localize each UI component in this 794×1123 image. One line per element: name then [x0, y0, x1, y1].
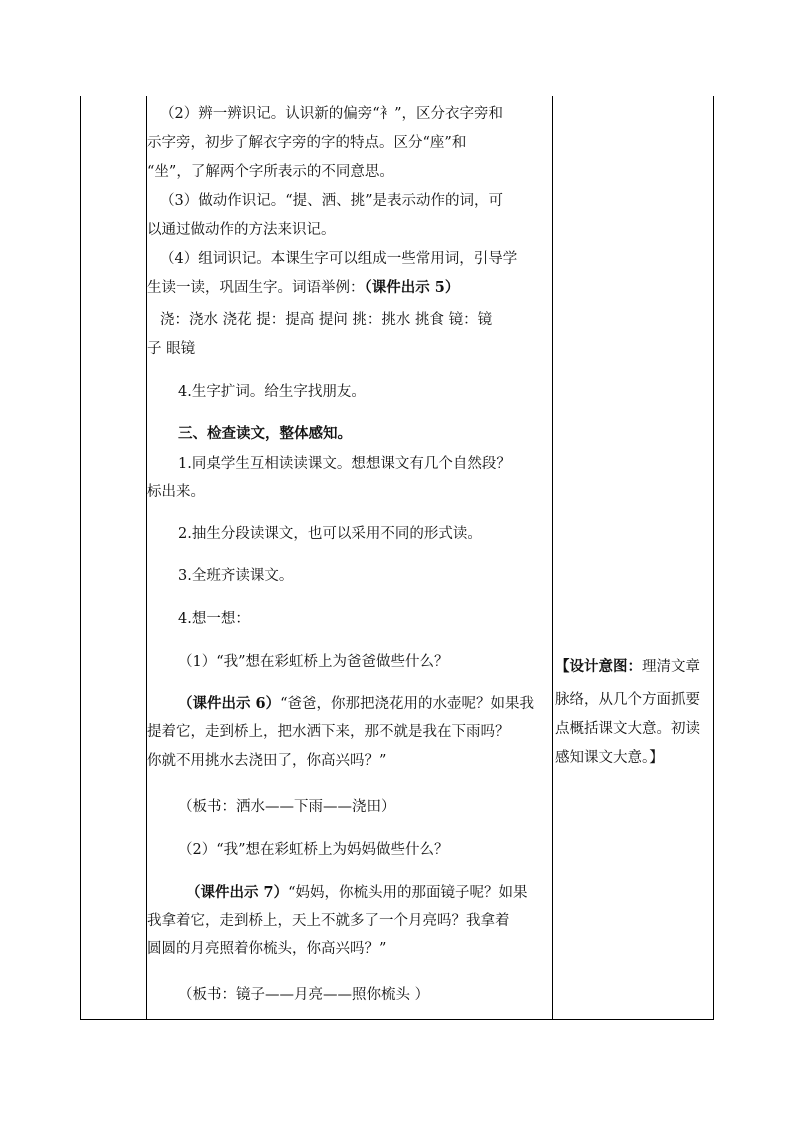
item4-line1: （4）组词识记。本课生字可以组成一些常用词，引导学	[160, 251, 518, 267]
q2-board-note: （板书：镜子——月亮——照你梳头 ）	[178, 987, 430, 1003]
question-1: （1）“我”想在彩虹桥上为爸爸做些什么？	[178, 654, 449, 670]
design-intent-label: 【设计意图：	[555, 658, 642, 675]
q2-quote-line2: 我拿着它，走到桥上，天上不就多了一个月亮吗？我拿着	[147, 913, 510, 929]
item3-line1: （3）做动作识记。“提、洒、挑”是表示动作的词，可	[160, 193, 504, 209]
step-s3: 3.全班齐读课文。	[178, 568, 294, 584]
design-intent-line1	[555, 657, 700, 677]
table-border-bottom	[80, 1019, 714, 1020]
q1-board-note: （板书：洒水——下雨——浇田）	[178, 799, 396, 815]
courseware-5-label: （课件出示 5）	[364, 279, 460, 296]
item2-line1: （2）辨一辨识记。认识新的偏旁“衤”，区分衣字旁和	[160, 106, 504, 122]
word-examples-line2: 子 眼镜	[147, 341, 196, 357]
q2-quote-text: “妈妈，你梳头用的那面镜子呢？如果	[288, 885, 528, 901]
item4-line2-text: 生读一读，巩固生字。词语举例：	[147, 280, 365, 296]
word-examples-line1: 浇：浇水 浇花 提：提高 提问 挑：挑水 挑食 镜：镜	[160, 312, 493, 328]
q1-quote-line1	[178, 694, 534, 714]
q2-quote-line3: 圆圆的月亮照着你梳头，你高兴吗？”	[147, 941, 387, 957]
item2-line2: 示字旁，初步了解衣字旁的字的特点。区分“座”和	[147, 135, 467, 151]
step4-heading: 4.生字扩词。给生字找朋友。	[178, 384, 366, 400]
step-s1-line2: 标出来。	[147, 484, 205, 500]
design-intent-line1-rest: 理清文章	[642, 659, 700, 675]
design-intent-line2: 脉络，从几个方面抓要	[555, 692, 700, 708]
section3-heading: 三、检查读文，整体感知。	[178, 425, 352, 442]
table-border-left	[80, 96, 81, 1020]
item2-line3: “坐”，了解两个字所表示的不同意思。	[147, 164, 394, 180]
design-intent-line3: 点概括课文大意。初读	[555, 721, 700, 737]
q1-quote-text: “爸爸，你那把浇花用的水壶呢？如果我	[280, 696, 535, 712]
courseware-7-label: （课件出示 7）	[186, 884, 289, 901]
step-s4: 4.想一想：	[178, 611, 250, 627]
table-border-right	[713, 96, 714, 1020]
step-s2: 2.抽生分段读课文，也可以采用不同的形式读。	[178, 526, 482, 542]
q1-quote-line2: 提着它，走到桥上，把水洒下来，那不就是我在下雨吗？	[147, 724, 510, 740]
q1-quote-line3: 你就不用挑水去浇田了，你高兴吗？”	[147, 753, 387, 769]
question-2: （2）“我”想在彩虹桥上为妈妈做些什么？	[178, 842, 449, 858]
table-divider-2	[552, 96, 553, 1020]
item4-line2	[147, 278, 459, 298]
item3-line2: 以通过做动作的方法来识记。	[147, 222, 336, 238]
step-s1-line1: 1.同桌学生互相读读课文。想想课文有几个自然段？	[178, 456, 511, 472]
courseware-6-label: （课件出示 6）	[178, 695, 281, 712]
q2-quote-line1	[186, 883, 528, 903]
design-intent-line4: 感知课文大意。】	[555, 750, 664, 766]
